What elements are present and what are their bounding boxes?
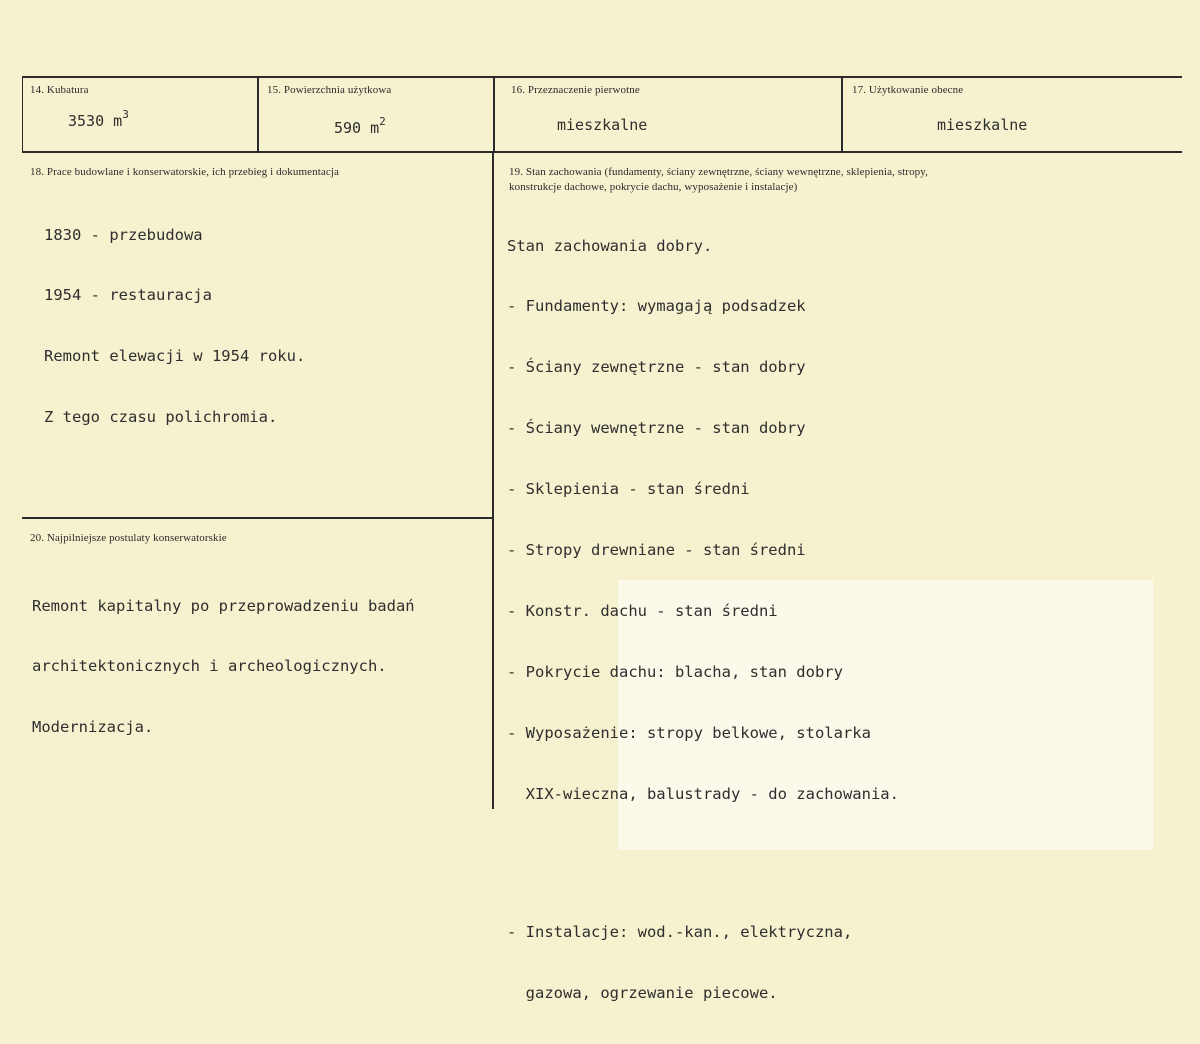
field-19-line	[507, 845, 899, 882]
divider-15-16	[493, 76, 495, 153]
field-19-text	[507, 195, 899, 1044]
field-15-unit-exponent: 2	[379, 115, 386, 128]
field-15-value-text: 590 m	[334, 119, 380, 137]
field-19-line: - Ściany zewnętrzne - stan dobry	[507, 358, 806, 377]
field-19-line: - Konstr. dachu - stan średni	[507, 601, 778, 620]
field-19-line: XIX-wieczna, balustrady - do zachowania.	[507, 784, 899, 803]
field-20-line: Modernizacja.	[32, 718, 154, 737]
field-19-label-line1: 19. Stan zachowania (fundamenty, ściany zewnętrzne, ściany wewnętrzne, sklepienia, stropy,	[509, 166, 929, 178]
field-18-text	[44, 184, 305, 468]
field-18-label: 18. Prace budowlane i konserwatorskie, ich przebieg i dokumentacja	[30, 166, 339, 178]
field-19-line: - Sklepienia - stan średni	[507, 480, 750, 499]
field-19-line: Stan zachowania dobry.	[507, 236, 713, 255]
divider-16-17	[841, 76, 843, 153]
field-17-label: 17. Użytkowanie obecne	[852, 84, 964, 96]
section-18-bottom-rule	[22, 517, 493, 519]
field-19-line: - Stropy drewniane - stan średni	[507, 541, 806, 560]
field-19-line: gazowa, ogrzewanie piecowe.	[507, 983, 778, 1002]
center-vertical-rule	[492, 151, 494, 809]
field-14-value-text: 3530 m	[68, 112, 123, 130]
field-16-label: 16. Przeznaczenie pierwotne	[511, 84, 640, 96]
field-16-value: mieszkalne	[557, 116, 648, 134]
divider-14-15	[257, 76, 259, 153]
field-15-value	[334, 117, 386, 137]
field-17-value: mieszkalne	[937, 116, 1028, 134]
field-20-line: Remont kapitalny po przeprowadzeniu badań	[32, 596, 415, 615]
field-15-label: 15. Powierzchnia użytkowa	[267, 84, 392, 96]
top-rule	[22, 76, 1182, 78]
field-18-line: Remont elewacji w 1954 roku.	[44, 347, 306, 366]
field-19-line: - Fundamenty: wymagają podsadzek	[507, 297, 806, 316]
field-19-line: - Ściany wewnętrzne - stan dobry	[507, 419, 806, 438]
field-14-unit-exponent: 3	[122, 108, 129, 121]
field-19-line: - Pokrycie dachu: blacha, stan dobry	[507, 662, 843, 681]
field-20-label: 20. Najpilniejsze postulaty konserwatorskie	[30, 532, 227, 544]
field-18-line: 1954 - restauracja	[44, 286, 212, 305]
field-19-line: - Instalacje: wod.-kan., elektryczna,	[507, 923, 853, 942]
row1-bottom-rule	[22, 151, 1182, 153]
field-19-line: - Wyposażenie: stropy belkowe, stolarka	[507, 723, 871, 742]
field-18-line: Z tego czasu polichromia.	[44, 408, 278, 427]
field-14-label: 14. Kubatura	[30, 84, 89, 96]
field-20-line: architektonicznych i archeologicznych.	[32, 657, 387, 676]
field-18-line: 1830 - przebudowa	[44, 225, 203, 244]
field-20-text	[32, 555, 415, 778]
left-edge-rule	[22, 76, 23, 153]
field-19-label-line2: konstrukcje dachowe, pokrycie dachu, wyposażenie i instalacje)	[509, 181, 798, 193]
field-14-value	[68, 110, 129, 130]
